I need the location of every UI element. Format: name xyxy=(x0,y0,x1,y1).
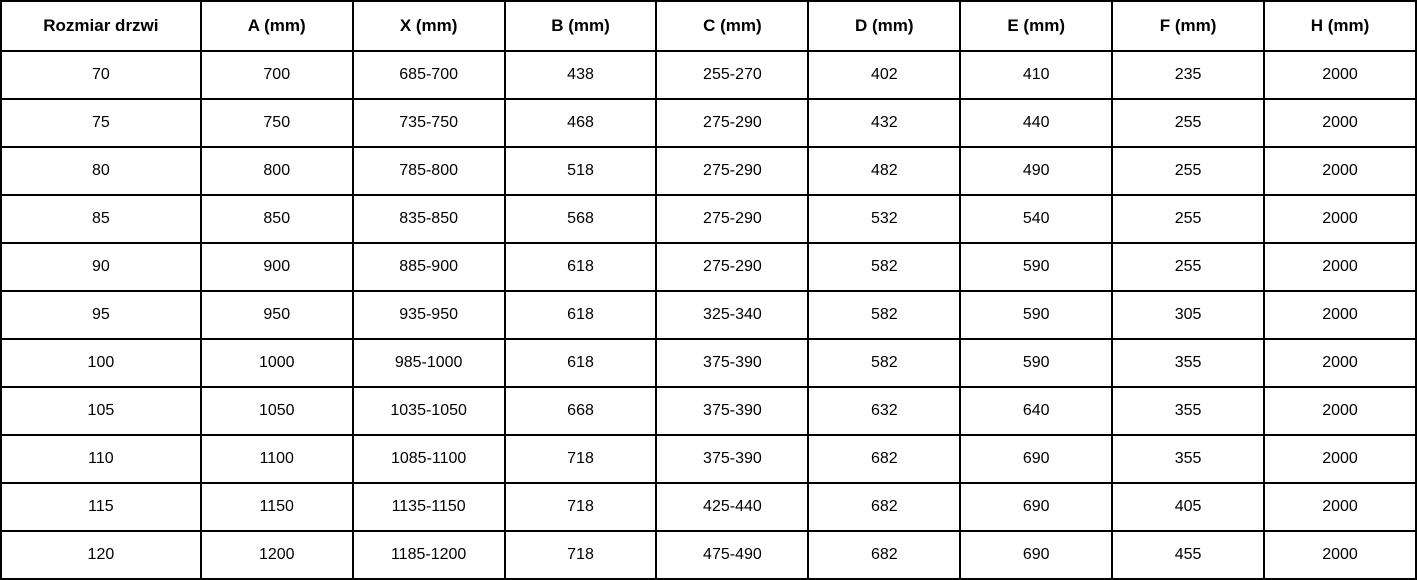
dimension-cell: 1185-1200 xyxy=(353,531,505,579)
dimension-cell: 582 xyxy=(808,243,960,291)
column-header: C (mm) xyxy=(656,1,808,51)
dimension-cell: 618 xyxy=(505,339,657,387)
header-row xyxy=(1,1,1416,51)
column-header: B (mm) xyxy=(505,1,657,51)
column-header: X (mm) xyxy=(353,1,505,51)
dimension-cell: 2000 xyxy=(1264,339,1416,387)
dimension-cell: 800 xyxy=(201,147,353,195)
dimension-cell: 482 xyxy=(808,147,960,195)
door-size-cell: 110 xyxy=(1,435,201,483)
dimension-cell: 275-290 xyxy=(656,147,808,195)
column-header: A (mm) xyxy=(201,1,353,51)
dimension-cell: 850 xyxy=(201,195,353,243)
table-row xyxy=(1,51,1416,99)
dimension-cell: 2000 xyxy=(1264,147,1416,195)
dimension-cell: 2000 xyxy=(1264,291,1416,339)
dimension-cell: 690 xyxy=(960,483,1112,531)
dimension-cell: 700 xyxy=(201,51,353,99)
dimension-cell: 735-750 xyxy=(353,99,505,147)
dimension-cell: 718 xyxy=(505,435,657,483)
door-size-cell: 85 xyxy=(1,195,201,243)
dimension-cell: 950 xyxy=(201,291,353,339)
dimension-cell: 750 xyxy=(201,99,353,147)
dimension-cell: 1085-1100 xyxy=(353,435,505,483)
dimension-cell: 2000 xyxy=(1264,531,1416,579)
dimension-cell: 325-340 xyxy=(656,291,808,339)
dimension-cell: 255 xyxy=(1112,147,1264,195)
column-header: D (mm) xyxy=(808,1,960,51)
column-header: H (mm) xyxy=(1264,1,1416,51)
dimension-cell: 432 xyxy=(808,99,960,147)
dimension-cell: 2000 xyxy=(1264,99,1416,147)
dimension-cell: 2000 xyxy=(1264,483,1416,531)
dimension-cell: 532 xyxy=(808,195,960,243)
dimension-cell: 590 xyxy=(960,243,1112,291)
dimension-cell: 618 xyxy=(505,243,657,291)
dimension-cell: 410 xyxy=(960,51,1112,99)
dimension-cell: 275-290 xyxy=(656,99,808,147)
dimension-cell: 405 xyxy=(1112,483,1264,531)
dimension-cell: 668 xyxy=(505,387,657,435)
dimension-cell: 255-270 xyxy=(656,51,808,99)
dimension-cell: 540 xyxy=(960,195,1112,243)
dimension-cell: 2000 xyxy=(1264,387,1416,435)
dimension-cell: 275-290 xyxy=(656,195,808,243)
table-row xyxy=(1,531,1416,579)
dimension-cell: 440 xyxy=(960,99,1112,147)
dimension-cell: 475-490 xyxy=(656,531,808,579)
dimension-cell: 1100 xyxy=(201,435,353,483)
dimension-cell: 375-390 xyxy=(656,339,808,387)
door-size-cell: 105 xyxy=(1,387,201,435)
dimension-cell: 255 xyxy=(1112,195,1264,243)
dimension-cell: 255 xyxy=(1112,243,1264,291)
dimension-cell: 590 xyxy=(960,339,1112,387)
dimension-cell: 355 xyxy=(1112,339,1264,387)
dimension-cell: 2000 xyxy=(1264,435,1416,483)
table-row xyxy=(1,291,1416,339)
dimension-cell: 985-1000 xyxy=(353,339,505,387)
dimension-cell: 690 xyxy=(960,531,1112,579)
dimension-cell: 685-700 xyxy=(353,51,505,99)
dimension-cell: 518 xyxy=(505,147,657,195)
door-size-cell: 95 xyxy=(1,291,201,339)
dimension-cell: 355 xyxy=(1112,387,1264,435)
dimension-cell: 1135-1150 xyxy=(353,483,505,531)
dimension-cell: 235 xyxy=(1112,51,1264,99)
table-row xyxy=(1,243,1416,291)
dimension-cell: 900 xyxy=(201,243,353,291)
dimension-cell: 682 xyxy=(808,531,960,579)
dimension-cell: 1000 xyxy=(201,339,353,387)
dimension-cell: 490 xyxy=(960,147,1112,195)
dimension-cell: 590 xyxy=(960,291,1112,339)
dimension-cell: 640 xyxy=(960,387,1112,435)
table-row xyxy=(1,195,1416,243)
dimension-cell: 2000 xyxy=(1264,243,1416,291)
door-size-cell: 115 xyxy=(1,483,201,531)
dimension-cell: 305 xyxy=(1112,291,1264,339)
dimension-cell: 402 xyxy=(808,51,960,99)
dimension-cell: 632 xyxy=(808,387,960,435)
door-size-cell: 90 xyxy=(1,243,201,291)
dimension-cell: 582 xyxy=(808,339,960,387)
dimension-cell: 438 xyxy=(505,51,657,99)
column-header: Rozmiar drzwi xyxy=(1,1,201,51)
table-row xyxy=(1,387,1416,435)
dimension-cell: 1035-1050 xyxy=(353,387,505,435)
dimension-cell: 785-800 xyxy=(353,147,505,195)
dimension-cell: 275-290 xyxy=(656,243,808,291)
table-row xyxy=(1,339,1416,387)
table-body xyxy=(1,51,1416,579)
dimension-cell: 682 xyxy=(808,435,960,483)
table-row xyxy=(1,483,1416,531)
table-head xyxy=(1,1,1416,51)
door-size-cell: 70 xyxy=(1,51,201,99)
door-size-cell: 75 xyxy=(1,99,201,147)
dimension-cell: 935-950 xyxy=(353,291,505,339)
dimension-cell: 835-850 xyxy=(353,195,505,243)
dimension-cell: 718 xyxy=(505,483,657,531)
dimension-cell: 455 xyxy=(1112,531,1264,579)
table-row xyxy=(1,99,1416,147)
dimension-cell: 885-900 xyxy=(353,243,505,291)
door-size-cell: 120 xyxy=(1,531,201,579)
dimension-cell: 1150 xyxy=(201,483,353,531)
dimension-cell: 375-390 xyxy=(656,387,808,435)
dimension-cell: 682 xyxy=(808,483,960,531)
dimension-cell: 2000 xyxy=(1264,51,1416,99)
door-size-cell: 80 xyxy=(1,147,201,195)
door-size-cell: 100 xyxy=(1,339,201,387)
dimension-cell: 375-390 xyxy=(656,435,808,483)
dimension-cell: 425-440 xyxy=(656,483,808,531)
dimension-cell: 2000 xyxy=(1264,195,1416,243)
column-header: E (mm) xyxy=(960,1,1112,51)
dimension-cell: 718 xyxy=(505,531,657,579)
dimension-cell: 468 xyxy=(505,99,657,147)
table-row xyxy=(1,435,1416,483)
dimension-cell: 568 xyxy=(505,195,657,243)
table-row xyxy=(1,147,1416,195)
dimension-cell: 618 xyxy=(505,291,657,339)
column-header: F (mm) xyxy=(1112,1,1264,51)
dimension-cell: 582 xyxy=(808,291,960,339)
dimension-cell: 1050 xyxy=(201,387,353,435)
dimension-cell: 1200 xyxy=(201,531,353,579)
dimension-cell: 690 xyxy=(960,435,1112,483)
dimension-cell: 355 xyxy=(1112,435,1264,483)
dimension-cell: 255 xyxy=(1112,99,1264,147)
